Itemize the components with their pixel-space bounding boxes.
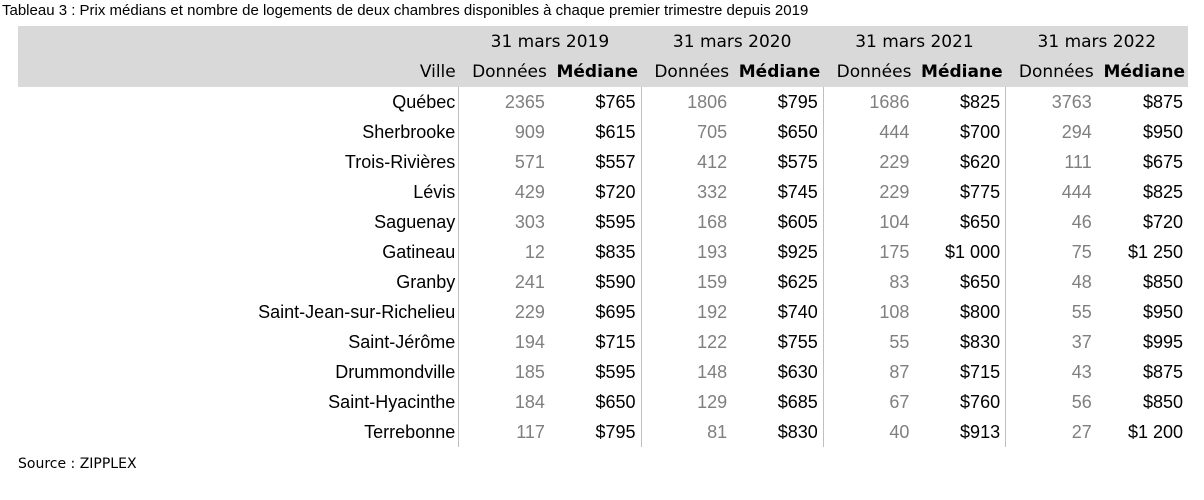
count-cell: 67 [889, 391, 910, 412]
median-price-cell: $595 [550, 207, 641, 237]
count-cell: 229 [514, 301, 545, 322]
table-row [18, 87, 1188, 117]
table-caption: Tableau 3 : Prix médians et nombre de logements de deux chambres disponibles à chaque premier trimestre depuis 2019 [2, 2, 809, 19]
city-cell: Trois-Rivières [18, 147, 459, 177]
count-cell: 129 [697, 391, 728, 412]
count-cell: 909 [514, 121, 545, 142]
city-cell: Gatineau [18, 237, 459, 267]
table-row [18, 147, 1188, 177]
count-cell: 412 [697, 151, 728, 172]
median-price-cell: $835 [550, 237, 641, 267]
median-price-cell: $620 [914, 147, 1005, 177]
count-cell: 1806 [687, 91, 728, 112]
period-header: 31 mars 2021 [823, 26, 1005, 57]
period-header: 31 mars 2022 [1006, 26, 1188, 57]
median-price-cell: $765 [550, 87, 641, 117]
table-row [18, 267, 1188, 297]
city-column-header: Ville [18, 57, 459, 87]
count-cell: 184 [514, 391, 545, 412]
count-cell: 194 [514, 331, 545, 352]
count-cell: 117 [516, 421, 545, 442]
median-price-cell: $557 [550, 147, 641, 177]
count-cell: 27 [1071, 421, 1092, 442]
median-price-cell: $740 [732, 297, 823, 327]
table-body [18, 87, 1188, 447]
median-price-cell: $800 [914, 297, 1005, 327]
count-cell: 55 [889, 331, 910, 352]
count-cell: 229 [879, 151, 910, 172]
median-price-cell: $825 [914, 87, 1005, 117]
city-cell: Québec [18, 87, 459, 117]
median-price-cell: $715 [914, 357, 1005, 387]
median-price-cell: $825 [1142, 181, 1183, 202]
count-cell: 111 [1064, 151, 1092, 172]
median-price-cell: $950 [1142, 121, 1183, 142]
median-price-cell: $795 [732, 87, 823, 117]
median-column-header: Médiane [732, 57, 823, 87]
median-price-cell: $630 [732, 357, 823, 387]
median-price-cell: $625 [732, 267, 823, 297]
period-header: 31 mars 2020 [641, 26, 823, 57]
count-cell: 46 [1071, 211, 1092, 232]
median-price-cell: $650 [550, 387, 641, 417]
count-cell: 81 [707, 421, 728, 442]
median-price-cell: $1 250 [1127, 241, 1183, 262]
count-cell: 192 [697, 301, 728, 322]
data-table [18, 26, 1188, 447]
count-cell: 444 [1061, 181, 1092, 202]
count-cell: 75 [1071, 241, 1092, 262]
median-price-cell: $850 [1142, 271, 1183, 292]
city-cell: Sherbrooke [18, 117, 459, 147]
median-price-cell: $650 [914, 267, 1005, 297]
median-price-cell: $1 000 [914, 237, 1005, 267]
median-price-cell: $575 [732, 147, 823, 177]
city-cell: Granby [18, 267, 459, 297]
median-price-cell: $830 [914, 327, 1005, 357]
count-cell: 185 [514, 361, 545, 382]
count-cell: 56 [1071, 391, 1092, 412]
count-cell: 332 [697, 181, 728, 202]
count-cell: 705 [697, 121, 728, 142]
count-cell: 40 [889, 421, 910, 442]
column-header-row [18, 57, 1188, 87]
count-cell: 37 [1071, 331, 1092, 352]
median-price-cell: $605 [732, 207, 823, 237]
count-cell: 48 [1071, 271, 1092, 292]
source-note: Source : ZIPPLEX [18, 456, 137, 472]
table-row [18, 297, 1188, 327]
count-cell: 108 [879, 301, 910, 322]
median-price-cell: $595 [550, 357, 641, 387]
median-price-cell: $675 [1142, 151, 1183, 172]
median-price-cell: $875 [1142, 91, 1183, 112]
table-row [18, 417, 1188, 447]
median-price-cell: $650 [732, 117, 823, 147]
median-price-cell: $1 200 [1127, 421, 1183, 442]
count-cell: 1686 [869, 91, 910, 112]
median-column-header: Médiane [550, 57, 641, 87]
median-price-cell: $795 [550, 417, 641, 447]
median-price-cell: $755 [732, 327, 823, 357]
median-price-cell: $715 [550, 327, 641, 357]
city-cell: Lévis [18, 177, 459, 207]
median-price-cell: $830 [732, 417, 823, 447]
count-column-header: Données [459, 57, 550, 87]
count-cell: 444 [879, 121, 910, 142]
median-price-cell: $995 [1142, 331, 1183, 352]
city-cell: Saint-Jean-sur-Richelieu [18, 297, 459, 327]
city-cell: Saguenay [18, 207, 459, 237]
city-cell: Terrebonne [18, 417, 459, 447]
median-price-cell: $650 [914, 207, 1005, 237]
median-price-cell: $875 [1142, 361, 1183, 382]
city-cell: Saint-Jérôme [18, 327, 459, 357]
count-cell: 148 [697, 361, 728, 382]
median-price-cell: $615 [550, 117, 641, 147]
table-row [18, 177, 1188, 207]
median-price-cell: $720 [1142, 211, 1183, 232]
table-row [18, 357, 1188, 387]
count-cell: 83 [889, 271, 910, 292]
count-column-header: Données [1006, 57, 1097, 87]
count-cell: 429 [514, 181, 545, 202]
median-column-header: Médiane [914, 57, 1005, 87]
count-cell: 122 [697, 331, 728, 352]
period-header-row [18, 26, 1188, 57]
table-header [18, 26, 1188, 87]
table-row [18, 117, 1188, 147]
table-row [18, 327, 1188, 357]
count-cell: 2365 [504, 91, 545, 112]
median-price-cell: $775 [914, 177, 1005, 207]
count-cell: 159 [697, 271, 728, 292]
table-row [18, 387, 1188, 417]
count-cell: 43 [1071, 361, 1092, 382]
median-price-cell: $745 [732, 177, 823, 207]
median-price-cell: $685 [732, 387, 823, 417]
count-cell: 104 [879, 211, 910, 232]
count-cell: 12 [524, 241, 545, 262]
count-cell: 193 [697, 241, 728, 262]
count-cell: 87 [889, 361, 910, 382]
median-price-cell: $695 [550, 297, 641, 327]
median-price-cell: $925 [732, 237, 823, 267]
count-column-header: Données [641, 57, 732, 87]
city-cell: Drummondville [18, 357, 459, 387]
count-cell: 303 [514, 211, 545, 232]
count-cell: 571 [514, 151, 545, 172]
median-column-header: Médiane [1097, 57, 1188, 87]
count-column-header: Données [823, 57, 914, 87]
count-cell: 168 [697, 211, 728, 232]
table-row [18, 237, 1188, 267]
median-price-cell: $700 [914, 117, 1005, 147]
period-header: 31 mars 2019 [459, 26, 641, 57]
median-price-cell: $950 [1142, 301, 1183, 322]
header-blank [18, 26, 459, 57]
count-cell: 241 [514, 271, 545, 292]
count-cell: 294 [1061, 121, 1092, 142]
median-price-cell: $850 [1142, 391, 1183, 412]
median-price-cell: $913 [914, 417, 1005, 447]
median-price-cell: $760 [914, 387, 1005, 417]
median-price-cell: $720 [550, 177, 641, 207]
median-price-cell: $590 [550, 267, 641, 297]
count-cell: 55 [1071, 301, 1092, 322]
table-row [18, 207, 1188, 237]
count-cell: 3763 [1051, 91, 1092, 112]
count-cell: 175 [879, 241, 910, 262]
count-cell: 229 [879, 181, 910, 202]
city-cell: Saint-Hyacinthe [18, 387, 459, 417]
